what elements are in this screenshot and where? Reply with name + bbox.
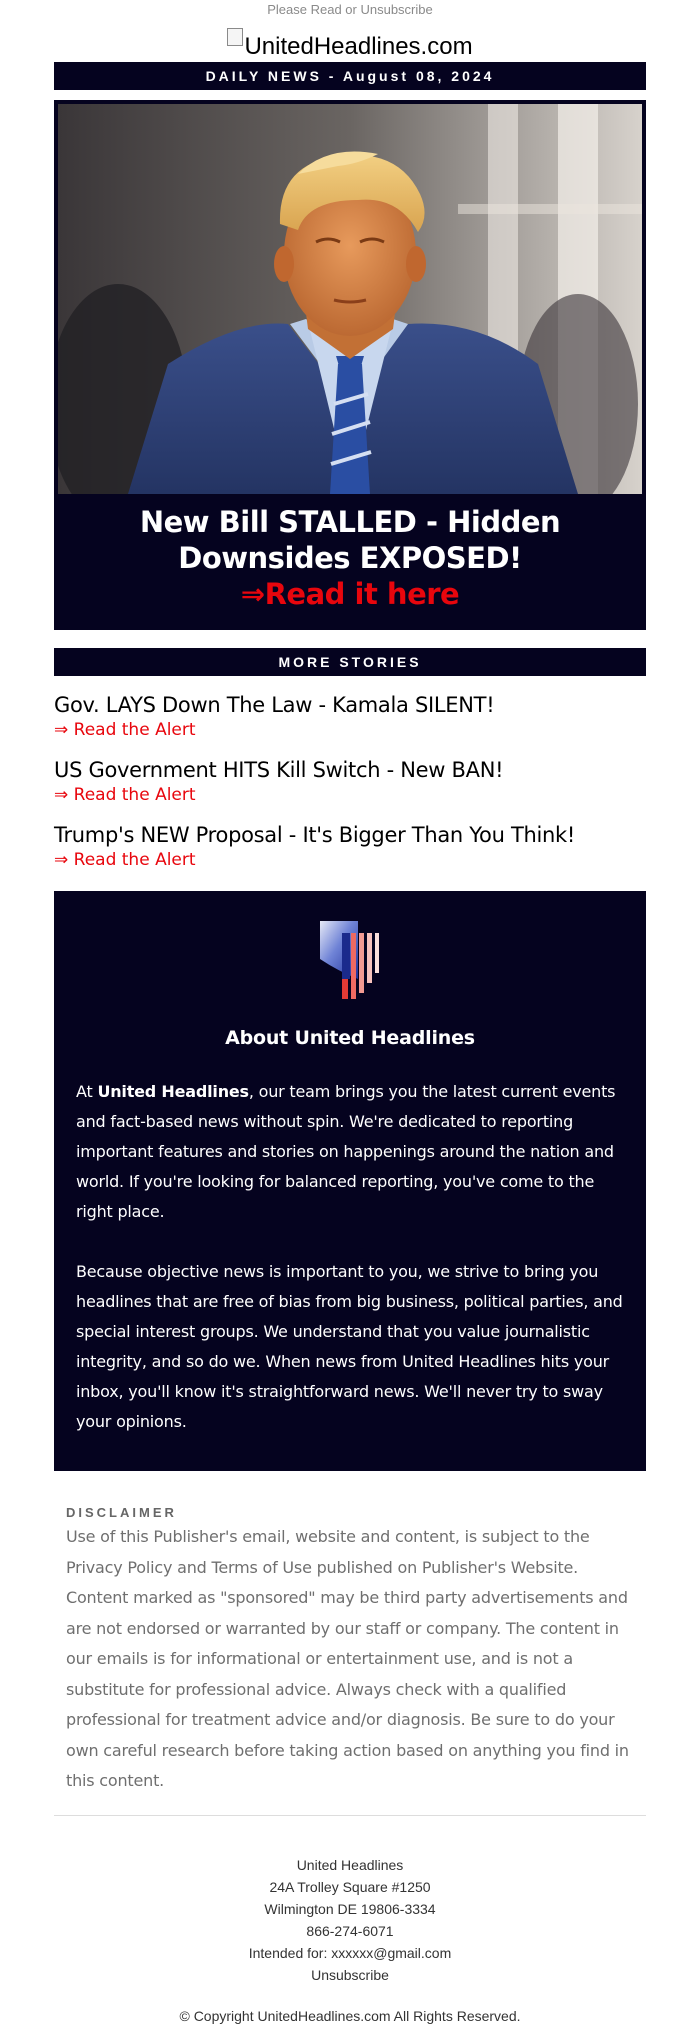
logo-image[interactable] bbox=[0, 28, 700, 62]
unsubscribe-link[interactable]: Unsubscribe bbox=[311, 1966, 389, 1983]
story-read-link[interactable]: ⇒ Read the Alert bbox=[54, 850, 196, 870]
story-read-link[interactable]: ⇒ Read the Alert bbox=[54, 785, 196, 805]
disclaimer-section bbox=[54, 1471, 646, 1816]
about-section bbox=[54, 891, 646, 1471]
story-title[interactable]: US Government HITS Kill Switch - New BAN! bbox=[54, 758, 504, 782]
story-item[interactable] bbox=[54, 692, 646, 741]
about-title: About United Headlines bbox=[225, 1027, 475, 1049]
about-p1-rest: , our team brings you the latest current events and fact-based news without spin. We're dedicated to reporting important features and stories on happenings around the nation and world. If you're looking for balanced reporting, you've come to the right place. bbox=[76, 1082, 616, 1221]
story-item[interactable] bbox=[54, 822, 646, 871]
broken-image-icon bbox=[227, 28, 243, 46]
more-stories-bar: MORE STORIES bbox=[54, 648, 646, 676]
preheader-link[interactable]: Please Read or Unsubscribe bbox=[267, 2, 433, 17]
hero-portrait-image bbox=[58, 104, 642, 494]
hero-block[interactable] bbox=[54, 100, 646, 630]
story-item[interactable] bbox=[54, 757, 646, 806]
main-column bbox=[54, 62, 646, 2024]
date-bar: DAILY NEWS - August 08, 2024 bbox=[54, 62, 646, 90]
footer-company: United Headlines bbox=[296, 1856, 404, 1873]
about-p1-prefix: At bbox=[76, 1082, 98, 1101]
disclaimer-text: Use of this Publisher's email, website and content, is subject to the Privacy Policy and Terms of Use published on Publisher's Website. Content marked as "sponsored" may be third party advertisements and are not endorsed or warranted by our staff or company. The content in our emails is for informational or entertainment use, and is not a substitute for professional advice. Always check with a qualified professional for treatment advice and/or diagnosis. Be sure to do your own careful research before taking action based on anything you find in this content. bbox=[66, 1527, 629, 1790]
about-paragraph-1 bbox=[76, 1077, 624, 1227]
about-p1-bold: United Headlines bbox=[97, 1082, 249, 1101]
story-title[interactable]: Trump's NEW Proposal - It's Bigger Than You Think! bbox=[54, 823, 576, 847]
shield-logo-icon bbox=[76, 919, 624, 1003]
hero-headline[interactable]: New Bill STALLED - Hidden Downsides EXPOSED! bbox=[139, 505, 561, 575]
footer-address bbox=[54, 1854, 646, 1986]
copyright: © Copyright UnitedHeadlines.com All Rights Reserved. bbox=[179, 2007, 521, 2024]
shield-icon bbox=[318, 919, 382, 1003]
footer-phone: 866-274-6071 bbox=[306, 1922, 394, 1939]
story-title[interactable]: Gov. LAYS Down The Law - Kamala SILENT! bbox=[54, 693, 495, 717]
disclaimer-label: DISCLAIMER bbox=[66, 1505, 177, 1520]
story-read-link[interactable]: ⇒ Read the Alert bbox=[54, 720, 196, 740]
hero-read-link[interactable]: ⇒Read it here bbox=[240, 577, 460, 611]
footer-address-line1: 24A Trolley Square #1250 bbox=[269, 1878, 431, 1895]
logo-alt-text: UnitedHeadlines.com bbox=[244, 33, 473, 60]
about-paragraph-2: Because objective news is important to you, we strive to bring you headlines that are free of bias from big business, political parties, and special interest groups. We understand that you value journalistic integrity, and so do we. When news from United Headlines hits your inbox, you'll know it's straightforward news. We'll never try to sway your opinions. bbox=[76, 1262, 623, 1431]
footer-intended-for: Intended for: xxxxxx@gmail.com bbox=[248, 1944, 452, 1961]
hero-photo[interactable] bbox=[58, 104, 642, 494]
footer-address-line2: Wilmington DE 19806-3334 bbox=[264, 1900, 436, 1917]
